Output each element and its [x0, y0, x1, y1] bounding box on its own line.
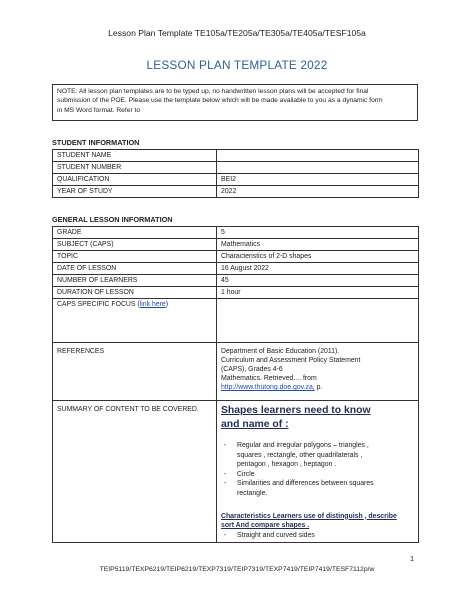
- table-row: [53, 287, 419, 299]
- topic-value[interactable]: Characteristics of 2-D shapes: [217, 251, 419, 263]
- number-of-learners-label: NUMBER OF LEARNERS: [53, 275, 217, 287]
- summary-label: SUMMARY OF CONTENT TO BE COVERED.: [53, 401, 217, 543]
- list-item-continuation: squares , rectangle, other quadrilaterals ,: [237, 451, 363, 459]
- reference-line-1: Department of Basic Education (2011).: [221, 348, 340, 355]
- note-box: [52, 84, 418, 121]
- student-info-heading: STUDENT INFORMATION: [52, 138, 140, 147]
- list-item: [237, 489, 414, 499]
- shapes-title-line-1: Shapes learners need to know: [221, 405, 371, 416]
- year-of-study-value[interactable]: 2022: [217, 186, 419, 198]
- topic-label: TOPIC: [53, 251, 217, 263]
- shapes-list: [221, 441, 414, 499]
- grade-label: GRADE: [53, 227, 217, 239]
- year-of-study-label: YEAR OF STUDY: [53, 186, 217, 198]
- reference-line-5: [221, 383, 414, 392]
- document-title: LESSON PLAN TEMPLATE 2022: [146, 58, 328, 72]
- number-of-learners-value[interactable]: 45: [217, 275, 419, 287]
- table-row: [53, 299, 419, 343]
- summary-value: [217, 401, 419, 543]
- table-row: [53, 401, 419, 543]
- caps-focus-text: CAPS SPECIFIC FOCUS (: [57, 301, 140, 308]
- table-row: [53, 251, 419, 263]
- table-row: [53, 162, 419, 174]
- table-row: [53, 227, 419, 239]
- page-footer: TEIP5119/TEXP6219/TEIP6219/TEXP7319/TEIP7319/TEXP7419/TEIP7419/TESF7112p/w: [99, 566, 375, 573]
- shapes-title-line-2: and name of :: [221, 419, 289, 430]
- list-item-continuation: rectangle.: [237, 489, 268, 497]
- list-item: - Similarities and differences between squares: [237, 479, 414, 489]
- caps-focus-value[interactable]: [217, 299, 419, 343]
- note-line-2: submission of the POE. Please use the template below which will be made available to you as a dynamic form: [57, 97, 383, 105]
- table-row: [53, 263, 419, 275]
- page-header: Lesson Plan Template TE105a/TE205a/TE305a/TE405a/TESF105a: [108, 28, 366, 38]
- date-of-lesson-label: DATE OF LESSON: [53, 263, 217, 275]
- list-item: [237, 460, 414, 470]
- table-row: [53, 343, 419, 401]
- page-number: 1: [409, 554, 414, 563]
- table-row: [53, 150, 419, 162]
- student-info-table: [52, 149, 419, 198]
- caps-focus-suffix: ): [165, 301, 169, 308]
- note-line-3: in MS Word format. Refer to: [57, 106, 141, 114]
- qualification-value[interactable]: BEI2: [217, 174, 419, 186]
- student-name-label: STUDENT NAME: [53, 150, 217, 162]
- date-of-lesson-value[interactable]: 16 August 2022: [217, 263, 419, 275]
- note-line-1: NOTE: All lesson plan templates are to be typed up, no handwritten lesson plans will be accepted for final: [57, 88, 369, 95]
- reference-suffix: p.: [314, 384, 323, 391]
- qualification-label: QUALIFICATION: [53, 174, 217, 186]
- list-item: [237, 451, 414, 461]
- table-row: [53, 239, 419, 251]
- student-name-value[interactable]: [217, 150, 419, 162]
- general-info-table: [52, 226, 419, 543]
- duration-label: DURATION OF LESSON: [53, 287, 217, 299]
- caps-focus-label: [53, 299, 217, 343]
- reference-link[interactable]: http://www.thutong.doe.gov.za,: [221, 384, 315, 391]
- list-item-continuation: pentagon , hexagon , heptagon .: [237, 461, 337, 469]
- reference-line-3: (CAPS), Grades 4-6: [221, 366, 283, 373]
- list-item: - Straight and curved sides: [237, 531, 414, 541]
- characteristics-title-line-1: Characteristics Learners use of distinguish , describe: [221, 512, 397, 520]
- reference-line-2: Curriculum and Assessment Policy Statement: [221, 357, 361, 364]
- student-number-value[interactable]: [217, 162, 419, 174]
- reference-line-4: Mathematics. Retrieved.... from: [221, 375, 317, 382]
- table-row: [53, 186, 419, 198]
- table-row: [53, 174, 419, 186]
- table-row: [53, 275, 419, 287]
- list-item: - Regular and irregular polygons – triangles ,: [237, 441, 414, 451]
- duration-value[interactable]: 1 hour: [217, 287, 419, 299]
- characteristics-title-line-2: sort And compare shapes .: [221, 522, 310, 530]
- subject-label: SUBJECT (CAPS): [53, 239, 217, 251]
- references-label: REFERENCES: [53, 343, 217, 401]
- references-value: [217, 343, 419, 401]
- characteristics-list: [221, 531, 414, 541]
- grade-value[interactable]: 5: [217, 227, 419, 239]
- subject-value[interactable]: Mathematics: [217, 239, 419, 251]
- caps-focus-link[interactable]: link here: [139, 301, 166, 308]
- general-info-heading: GENERAL LESSON INFORMATION: [52, 215, 173, 224]
- list-item: - Circle: [237, 470, 414, 480]
- student-number-label: STUDENT NUMBER: [53, 162, 217, 174]
